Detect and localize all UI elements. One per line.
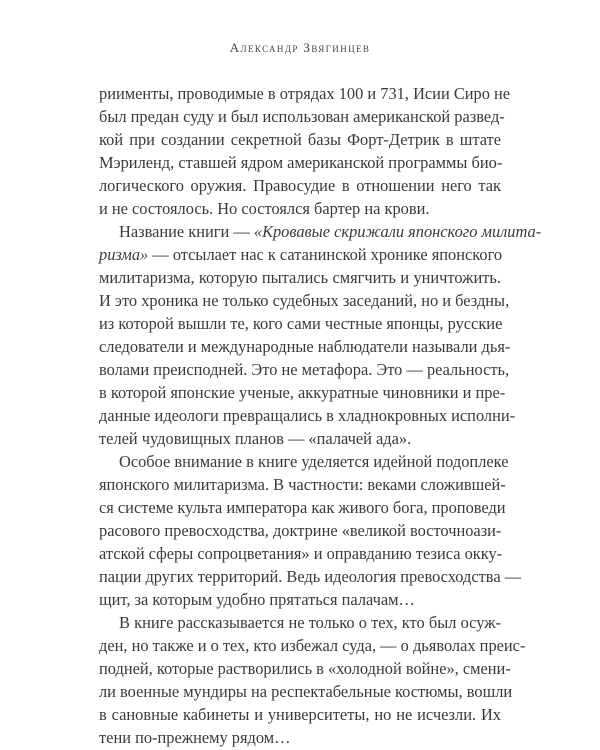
text-line: риименты, проводимые в отрядах 100 и 731, Исии Сиро не [99, 84, 511, 103]
text-line: пации других территорий. Ведь идеология превосходства — [99, 567, 522, 586]
text-line: щит, за которым удобно прятаться палачам… [99, 590, 415, 609]
text-line: волами преисподней. Это не метафора. Это — реальность, [99, 360, 510, 379]
text-line: в сановные кабинеты и университеты, но не исчезли. Их [99, 705, 501, 724]
text-line: И это хроника не только судебных заседаний, но и бездны, [99, 291, 510, 310]
text-line: японского милитаризма. В частности: веками сложившей- [99, 475, 506, 494]
paragraph [99, 82, 511, 220]
text-line: подней, которые растворились в «холодной войне», смени- [99, 659, 511, 678]
text-line: ся системе культа императора как живого бога, проповеди [99, 498, 506, 517]
book-title-italic: «Кровавые скрижали японского милита- [253, 222, 542, 241]
text-line: расового превосходства, доктрине «великой восточноази- [99, 521, 502, 540]
paragraph [99, 450, 522, 611]
body-text [99, 82, 542, 749]
text-line: из которой вышли те, кого сами честные японцы, русские [99, 314, 503, 333]
running-head: Александр Звягинцев [229, 40, 371, 55]
text-line: и не состоялось. Но состоялся бартер на крови. [99, 199, 430, 218]
paragraph [99, 611, 526, 749]
text-line: В книге рассказывается не только о тех, кто был осуж- [119, 613, 501, 632]
text-line: кой при создании секретной базы Форт-Детрик в штате [99, 130, 501, 149]
text-line: был предан суду и был использован американской развед- [99, 107, 505, 126]
text-line: Особое внимание в книге уделяется идейной подоплеке [119, 452, 509, 471]
text-line: ризма» — отсылает нас к сатанинской хронике японского [99, 245, 503, 264]
text-line: телей чудовищных планов — «палачей ада». [99, 429, 412, 448]
text-line: логического оружия. Правосудие в отношении него так [99, 176, 501, 195]
text-line: ли военные мундиры на респектабельные костюмы, вошли [99, 682, 513, 701]
book-title-italic: ризма» [99, 245, 149, 264]
paragraph [99, 220, 542, 450]
text-line: данные идеологи превращались в хладнокровных исполни- [99, 406, 516, 425]
text-line: милитаризма, которую пытались смягчить и уничтожить. [99, 268, 501, 287]
text-line: тени по-прежнему рядом… [99, 728, 291, 747]
text-line: в которой японские ученые, аккуратные чиновники и пре- [99, 383, 506, 402]
text-line: Название книги — «Кровавые скрижали японского милита- [119, 222, 542, 241]
text-line: ден, но также и о тех, кто избежал суда, — о дьяволах преис- [99, 636, 526, 655]
text-line: Мэриленд, ставшей ядром американской программы био- [99, 153, 503, 172]
text-line: следователи и международные наблюдатели называли дья- [99, 337, 511, 356]
text-line: атской сферы сопроцветания» и оправданию тезиса окку- [99, 544, 503, 563]
